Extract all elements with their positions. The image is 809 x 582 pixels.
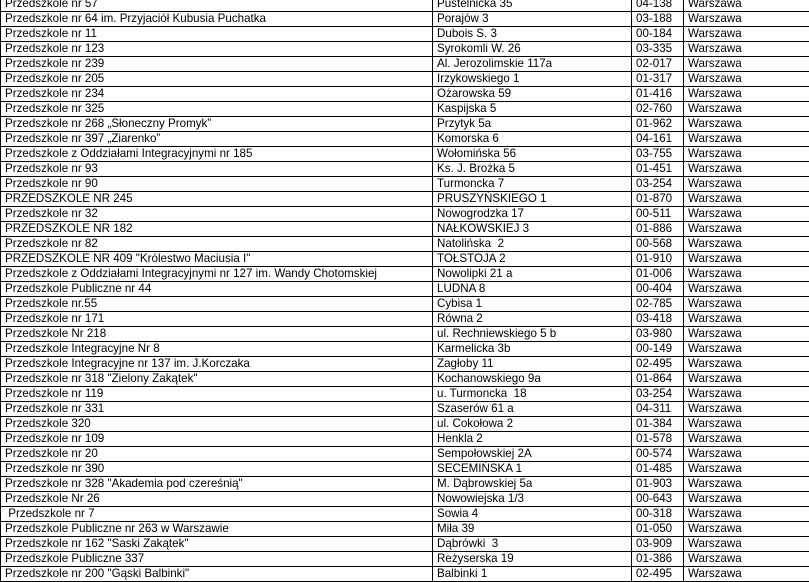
table-row (1, 87, 809, 102)
school-name-cell: Przedszkole Publiczne nr 263 w Warszawie (1, 522, 433, 537)
city-cell: Warszawa (684, 567, 809, 582)
school-name-cell: Przedszkole Integracyjne nr 137 im. J.Korczaka (1, 357, 433, 372)
street-address-cell: u. Turmoncka 18 (433, 387, 632, 402)
table-row (1, 507, 809, 522)
table-row (1, 237, 809, 252)
street-address-cell: Dąbrówki 3 (433, 537, 632, 552)
postal-code-cell: 01-384 (632, 417, 684, 432)
city-cell: Warszawa (684, 462, 809, 477)
school-name-cell: Przedszkole nr 123 (1, 42, 433, 57)
school-name-cell: Przedszkole nr 234 (1, 87, 433, 102)
table-row (1, 192, 809, 207)
school-name-cell: Przedszkole nr 93 (1, 162, 433, 177)
table-row (1, 177, 809, 192)
school-name-cell: Przedszkole z Oddziałami Integracyjnymi nr 127 im. Wandy Chotomskiej (1, 267, 433, 282)
city-cell: Warszawa (684, 372, 809, 387)
table-row (1, 492, 809, 507)
postal-code-cell: 00-511 (632, 207, 684, 222)
school-name-cell: Przedszkole nr 7 (1, 507, 433, 522)
table-row (1, 522, 809, 537)
postal-code-cell: 02-017 (632, 57, 684, 72)
postal-code-cell: 01-864 (632, 372, 684, 387)
city-cell: Warszawa (684, 552, 809, 567)
postal-code-cell: 04-138 (632, 0, 684, 12)
school-name-cell: Przedszkole nr 64 im. Przyjaciół Kubusia Puchatka (1, 12, 433, 27)
postal-code-cell: 01-050 (632, 522, 684, 537)
postal-code-cell: 03-755 (632, 147, 684, 162)
city-cell: Warszawa (684, 192, 809, 207)
school-name-cell: Przedszkole nr 109 (1, 432, 433, 447)
table-row (1, 462, 809, 477)
street-address-cell: Irzykowskiego 1 (433, 72, 632, 87)
postal-code-cell: 02-785 (632, 297, 684, 312)
city-cell: Warszawa (684, 327, 809, 342)
postal-code-cell: 02-495 (632, 357, 684, 372)
street-address-cell: Sempołowskiej 2A (433, 447, 632, 462)
street-address-cell: Henkla 2 (433, 432, 632, 447)
table-row (1, 117, 809, 132)
table-row (1, 447, 809, 462)
school-name-cell: Przedszkole nr 205 (1, 72, 433, 87)
postal-code-cell: 01-870 (632, 192, 684, 207)
city-cell: Warszawa (684, 207, 809, 222)
street-address-cell: Wołomińska 56 (433, 147, 632, 162)
postal-code-cell: 01-910 (632, 252, 684, 267)
table-row (1, 252, 809, 267)
postal-code-cell: 01-006 (632, 267, 684, 282)
postal-code-cell: 03-418 (632, 312, 684, 327)
school-name-cell: Przedszkole nr 397 „Ziarenko” (1, 132, 433, 147)
city-cell: Warszawa (684, 237, 809, 252)
street-address-cell: TOŁSTOJA 2 (433, 252, 632, 267)
city-cell: Warszawa (684, 357, 809, 372)
street-address-cell: Reżyserska 19 (433, 552, 632, 567)
city-cell: Warszawa (684, 312, 809, 327)
table-row (1, 327, 809, 342)
postal-code-cell: 00-184 (632, 27, 684, 42)
school-name-cell: PRZEDSZKOLE NR 245 (1, 192, 433, 207)
city-cell: Warszawa (684, 27, 809, 42)
table-row (1, 12, 809, 27)
postal-code-cell: 01-485 (632, 462, 684, 477)
street-address-cell: Natolińska 2 (433, 237, 632, 252)
postal-code-cell: 03-254 (632, 177, 684, 192)
table-row (1, 357, 809, 372)
table-row (1, 567, 809, 582)
city-cell: Warszawa (684, 162, 809, 177)
city-cell: Warszawa (684, 102, 809, 117)
postal-code-cell: 01-386 (632, 552, 684, 567)
school-name-cell: Przedszkole nr 119 (1, 387, 433, 402)
school-name-cell: Przedszkole Nr 218 (1, 327, 433, 342)
city-cell: Warszawa (684, 402, 809, 417)
school-name-cell: Przedszkole Integracyjne Nr 8 (1, 342, 433, 357)
city-cell: Warszawa (684, 477, 809, 492)
school-name-cell: Przedszkole nr 331 (1, 402, 433, 417)
city-cell: Warszawa (684, 447, 809, 462)
city-cell: Warszawa (684, 522, 809, 537)
city-cell: Warszawa (684, 222, 809, 237)
table-row (1, 342, 809, 357)
street-address-cell: Równa 2 (433, 312, 632, 327)
school-name-cell: Przedszkole nr 32 (1, 207, 433, 222)
city-cell: Warszawa (684, 117, 809, 132)
postal-code-cell: 00-574 (632, 447, 684, 462)
city-cell: Warszawa (684, 12, 809, 27)
postal-code-cell: 00-568 (632, 237, 684, 252)
table-row (1, 537, 809, 552)
postal-code-cell: 00-318 (632, 507, 684, 522)
postal-code-cell: 01-578 (632, 432, 684, 447)
city-cell: Warszawa (684, 252, 809, 267)
city-cell: Warszawa (684, 537, 809, 552)
table-body (1, 0, 809, 582)
school-name-cell: Przedszkole Nr 26 (1, 492, 433, 507)
school-name-cell: Przedszkole nr 90 (1, 177, 433, 192)
table-row (1, 162, 809, 177)
postal-code-cell: 03-335 (632, 42, 684, 57)
school-name-cell: Przedszkole nr 390 (1, 462, 433, 477)
table-row (1, 57, 809, 72)
table-row (1, 147, 809, 162)
school-name-cell: Przedszkole z Oddziałami Integracyjnymi nr 185 (1, 147, 433, 162)
city-cell: Warszawa (684, 282, 809, 297)
postal-code-cell: 00-149 (632, 342, 684, 357)
street-address-cell: Kaspijska 5 (433, 102, 632, 117)
school-name-cell: Przedszkole nr 239 (1, 57, 433, 72)
street-address-cell: ul. Cokołowa 2 (433, 417, 632, 432)
street-address-cell: Cybisa 1 (433, 297, 632, 312)
table-row (1, 27, 809, 42)
school-name-cell: Przedszkole 320 (1, 417, 433, 432)
table-row (1, 222, 809, 237)
school-name-cell: Przedszkole nr 82 (1, 237, 433, 252)
school-name-cell: Przedszkole nr.55 (1, 297, 433, 312)
street-address-cell: Nowogrodzka 17 (433, 207, 632, 222)
table-row (1, 72, 809, 87)
school-name-cell: Przedszkole nr 200 "Gąski Balbinki" (1, 567, 433, 582)
city-cell: Warszawa (684, 507, 809, 522)
street-address-cell: Ks. J. Brożka 5 (433, 162, 632, 177)
street-address-cell: Al. Jerozolimskie 117a (433, 57, 632, 72)
table-row (1, 417, 809, 432)
street-address-cell: Karmelicka 3b (433, 342, 632, 357)
street-address-cell: Syrokomli W. 26 (433, 42, 632, 57)
table-row (1, 477, 809, 492)
school-name-cell: Przedszkole nr 162 "Saski Zakątek" (1, 537, 433, 552)
street-address-cell: M. Dąbrowskiej 5a (433, 477, 632, 492)
postal-code-cell: 02-760 (632, 102, 684, 117)
postal-code-cell: 04-311 (632, 402, 684, 417)
postal-code-cell: 01-451 (632, 162, 684, 177)
school-name-cell: Przedszkole Publiczne 337 (1, 552, 433, 567)
table-row (1, 387, 809, 402)
table-row (1, 552, 809, 567)
street-address-cell: Sowia 4 (433, 507, 632, 522)
street-address-cell: Szaserów 61 a (433, 402, 632, 417)
table-row (1, 207, 809, 222)
table-row (1, 432, 809, 447)
table-row (1, 267, 809, 282)
postal-code-cell: 01-962 (632, 117, 684, 132)
postal-code-cell: 01-903 (632, 477, 684, 492)
school-name-cell: PRZEDSZKOLE NR 182 (1, 222, 433, 237)
city-cell: Warszawa (684, 387, 809, 402)
city-cell: Warszawa (684, 57, 809, 72)
street-address-cell: Zagłoby 11 (433, 357, 632, 372)
street-address-cell: ul. Rechniewskiego 5 b (433, 327, 632, 342)
street-address-cell: Ożarowska 59 (433, 87, 632, 102)
city-cell: Warszawa (684, 177, 809, 192)
street-address-cell: Porajów 3 (433, 12, 632, 27)
postal-code-cell: 00-643 (632, 492, 684, 507)
school-name-cell: Przedszkole nr 318 "Zielony Zakątek" (1, 372, 433, 387)
school-name-cell: Przedszkole nr 57 (1, 0, 433, 12)
city-cell: Warszawa (684, 72, 809, 87)
street-address-cell: SECEMIŃSKA 1 (433, 462, 632, 477)
street-address-cell: Dubois S. 3 (433, 27, 632, 42)
street-address-cell: Pustelnicka 35 (433, 0, 632, 12)
table-row (1, 312, 809, 327)
table-row (1, 372, 809, 387)
school-name-cell: Przedszkole nr 20 (1, 447, 433, 462)
table-row (1, 132, 809, 147)
city-cell: Warszawa (684, 417, 809, 432)
city-cell: Warszawa (684, 297, 809, 312)
postal-code-cell: 04-161 (632, 132, 684, 147)
street-address-cell: Kochanowskiego 9a (433, 372, 632, 387)
street-address-cell: Balbinki 1 (433, 567, 632, 582)
street-address-cell: PRUSZYŃSKIEGO 1 (433, 192, 632, 207)
city-cell: Warszawa (684, 267, 809, 282)
postal-code-cell: 00-404 (632, 282, 684, 297)
school-name-cell: Przedszkole nr 11 (1, 27, 433, 42)
postal-code-cell: 01-416 (632, 87, 684, 102)
city-cell: Warszawa (684, 87, 809, 102)
table-row (1, 0, 809, 12)
school-name-cell: Przedszkole nr 325 (1, 102, 433, 117)
postal-code-cell: 03-188 (632, 12, 684, 27)
school-name-cell: Przedszkole Publiczne nr 44 (1, 282, 433, 297)
street-address-cell: Turmoncka 7 (433, 177, 632, 192)
city-cell: Warszawa (684, 492, 809, 507)
postal-code-cell: 03-980 (632, 327, 684, 342)
table-row (1, 297, 809, 312)
street-address-cell: Komorska 6 (433, 132, 632, 147)
school-name-cell: PRZEDSZKOLE NR 409 "Królestwo Maciusia I" (1, 252, 433, 267)
street-address-cell: Miła 39 (433, 522, 632, 537)
school-name-cell: Przedszkole nr 268 „Słoneczny Promyk” (1, 117, 433, 132)
street-address-cell: Przytyk 5a (433, 117, 632, 132)
table-row (1, 402, 809, 417)
table-row (1, 282, 809, 297)
city-cell: Warszawa (684, 342, 809, 357)
postal-code-cell: 03-909 (632, 537, 684, 552)
street-address-cell: Nowolipki 21 a (433, 267, 632, 282)
postal-code-cell: 01-317 (632, 72, 684, 87)
postal-code-cell: 02-495 (632, 567, 684, 582)
street-address-cell: LUDNA 8 (433, 282, 632, 297)
street-address-cell: Nowowiejska 1/3 (433, 492, 632, 507)
city-cell: Warszawa (684, 147, 809, 162)
postal-code-cell: 01-886 (632, 222, 684, 237)
city-cell: Warszawa (684, 42, 809, 57)
city-cell: Warszawa (684, 0, 809, 12)
school-name-cell: Przedszkole nr 328 "Akademia pod czereśnią" (1, 477, 433, 492)
school-name-cell: Przedszkole nr 171 (1, 312, 433, 327)
street-address-cell: NAŁKOWSKIEJ 3 (433, 222, 632, 237)
postal-code-cell: 03-254 (632, 387, 684, 402)
table-row (1, 42, 809, 57)
city-cell: Warszawa (684, 132, 809, 147)
city-cell: Warszawa (684, 432, 809, 447)
table-row (1, 102, 809, 117)
